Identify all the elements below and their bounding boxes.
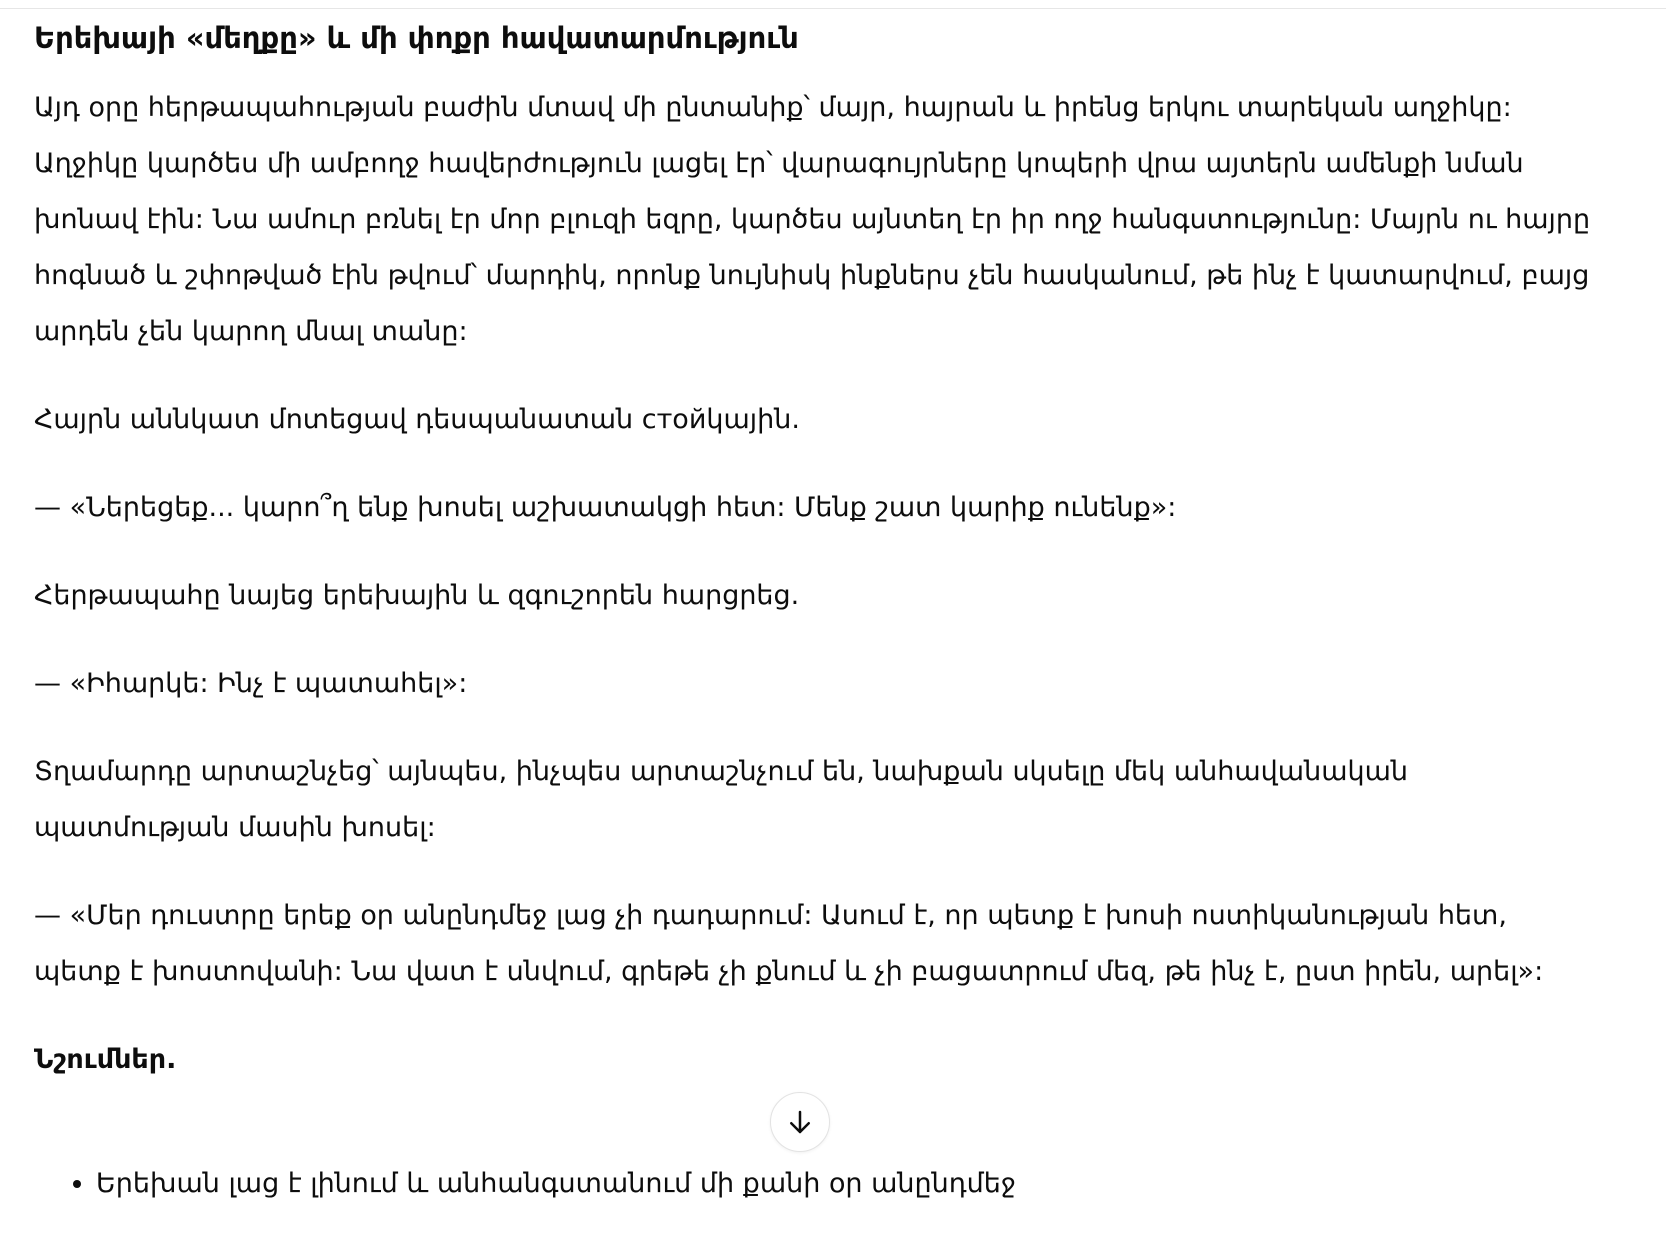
paragraph: Այդ օրը հերթապահության բաժին մտավ մի ընտանիք՝ մայր, հայրան և իրենց երկու տարեկան աղջիկը: Աղջիկը կարծես մի ամբողջ հավերժություն լացել էր՝ վարագույրները կոպերի վրա այտերն ամենքի նման խոնավ էին: Նա ամուր բռնել էր մոր բլուզի եզրը, կարծես այնտեղ էր իր ողջ հանգստությունը: Մայրն ու հայրը հոգնած և շփոթված էին թվում՝ մարդիկ, որոնք նույնիսկ ինքներս չեն հասկանում, թե ինչ է կատարվում, բայց արդեն չեն կարող մնալ տանը:	[34, 92, 1591, 347]
paragraph: — «Մեր դուստրը երեք օր անընդմեջ լաց չի դադարում: Ասում է, որ պետք է խոսի ոստիկանության հետ, պետք է խոստովանի: Նա վատ է սնվում, գրեթե չի քնում և չի բացատրում մեզ, թե ինչ է, ըստ իրեն, արել»:	[34, 900, 1544, 987]
scroll-to-bottom-button[interactable]	[770, 1092, 830, 1152]
paragraph: — «Իհարկե: Ինչ է պատահել»:	[34, 668, 468, 699]
list-item: • Երեխան լաց է լինում և անհանգստանում մի քանի օր անընդմեջ	[96, 1156, 1594, 1212]
arrow-down-icon	[785, 1107, 815, 1137]
notes-heading: Նշումներ.	[34, 1044, 177, 1075]
scroll-button-row	[34, 1092, 1594, 1152]
paragraph: Հայրն աննկատ մոտեցավ դեսպանատան стойկային.	[34, 404, 800, 435]
paragraph: Հերթապահը նայեց երեխային և զգուշորեն հարցրեց.	[34, 580, 800, 611]
paragraph: Տղամարդը արտաշնչեց՝ այնպես, ինչպես արտաշնչում են, նախքան սկսելը մեկ անհավանական պատմության մասին խոսել:	[34, 756, 1409, 843]
paragraph: — «Ներեցեք... կարո՞ղ ենք խոսել աշխատակցի հետ: Մենք շատ կարիք ունենք»:	[34, 492, 1177, 523]
notes-list	[34, 1156, 1594, 1212]
article-title: Երեխայի «մեղքը» և մի փոքր հավատարմություն	[34, 21, 799, 55]
